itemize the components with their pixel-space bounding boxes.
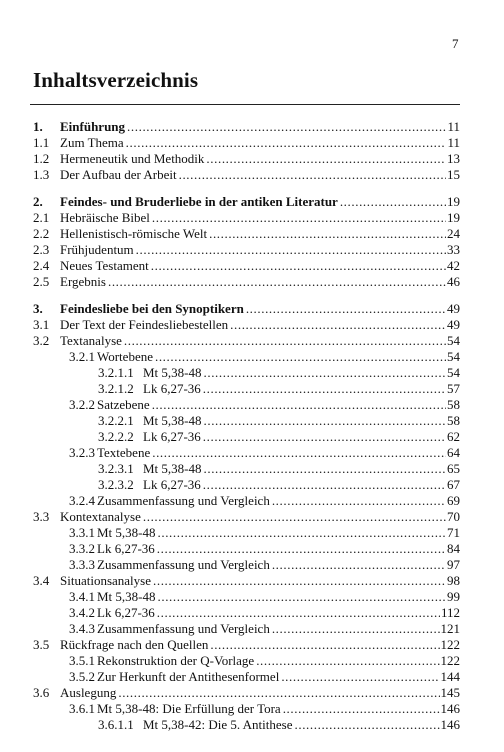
toc-entry-number: 3.5 (33, 637, 50, 652)
toc-entry-number: 3.2.1.2 (98, 381, 134, 396)
toc-entry-number: 2.2 (33, 226, 50, 241)
toc-entry-page: 11 (447, 135, 460, 150)
toc-entry[interactable] (33, 492, 460, 509)
toc-entry[interactable] (33, 193, 460, 210)
toc-entry-page: 97 (447, 557, 460, 572)
toc-entry-page: 98 (447, 573, 460, 588)
toc-entry[interactable] (33, 257, 460, 274)
toc-entry-number: 3.2.1.1 (98, 365, 134, 380)
toc-entry[interactable] (33, 588, 460, 605)
toc-entry-number: 2.4 (33, 258, 50, 273)
toc-entry-number: 3.2.2.1 (98, 413, 134, 428)
toc-entry-number: 1.1 (33, 135, 50, 150)
toc-entry-number: 3.5.1 (69, 653, 95, 668)
toc-entry-title: Zusammenfassung und Vergleich (97, 621, 270, 636)
toc-entry-number: 1. (33, 119, 43, 134)
toc-entry[interactable] (33, 348, 460, 365)
toc-entry-number: 2.1 (33, 210, 50, 225)
toc-entry-title: Feindesliebe bei den Synoptikern (60, 301, 244, 316)
dot-leader (108, 273, 446, 290)
toc-entry-page: 19 (447, 210, 460, 225)
toc-entry-number: 3.5.2 (69, 669, 95, 684)
toc-entry-title: Kontextanalyse (60, 509, 141, 524)
dot-leader (204, 364, 447, 381)
dot-leader (203, 428, 446, 445)
toc-entry-title: Hellenistisch-römische Welt (60, 226, 208, 241)
toc-entry-page: 62 (447, 429, 460, 444)
toc-entry-page: 54 (447, 349, 460, 364)
dot-leader (203, 380, 446, 397)
toc-entry-page: 146 (440, 717, 460, 732)
dot-leader (118, 684, 439, 701)
toc-entry-page: 19 (447, 194, 460, 209)
toc-entry[interactable] (33, 396, 460, 413)
toc-entry-title: Frühjudentum (60, 242, 134, 257)
toc-entry-title: Lk 6,27-36 (97, 605, 155, 620)
toc-entry-number: 3.6.1.1 (98, 717, 134, 732)
dot-leader (127, 118, 446, 135)
toc-entry-number: 2.5 (33, 274, 50, 289)
toc-entry-number: 3.2.3.2 (98, 477, 134, 492)
dot-leader (203, 476, 446, 493)
dot-leader (157, 540, 446, 557)
toc-entry-title: Mt 5,38-48 (97, 525, 156, 540)
toc-entry[interactable] (33, 652, 460, 669)
toc-entry[interactable] (33, 241, 460, 258)
toc-entry-number: 3.2.3.1 (98, 461, 134, 476)
toc-entry-number: 1.3 (33, 167, 50, 182)
toc-entry-page: 57 (447, 381, 460, 396)
toc-entry-title: Textanalyse (60, 333, 122, 348)
toc-entry-number: 1.2 (33, 151, 50, 166)
toc-entry-title: Zum Thema (60, 135, 124, 150)
toc-entry-title: Textebene (97, 445, 151, 460)
toc-entry[interactable] (33, 620, 460, 637)
toc-entry-title: Der Text der Feindesliebestellen (60, 317, 229, 332)
toc-entry-page: 121 (440, 621, 460, 636)
page-title: Inhaltsverzeichnis (33, 68, 199, 92)
toc-entry[interactable] (33, 540, 460, 557)
dot-leader (152, 209, 446, 226)
toc-entry-page: 33 (447, 242, 460, 257)
dot-leader (124, 332, 446, 349)
dot-leader (340, 193, 446, 210)
dot-leader (230, 316, 446, 333)
toc-entry-title: Zur Herkunft der Antithesenformel (97, 669, 280, 684)
toc-entry-number: 3.2.3 (69, 445, 95, 460)
toc-entry-title: Rückfrage nach den Quellen (60, 637, 209, 652)
toc-entry[interactable] (33, 444, 460, 461)
toc-entry-title: Neues Testament (60, 258, 149, 273)
toc-entry-page: 15 (447, 167, 460, 182)
toc-entry-number: 3.4.3 (69, 621, 95, 636)
toc-entry[interactable] (33, 134, 460, 151)
toc-entry-title: Der Aufbau der Arbeit (60, 167, 177, 182)
toc-entry-page: 70 (447, 509, 460, 524)
toc-entry[interactable] (33, 273, 460, 290)
toc-entry[interactable] (33, 716, 460, 733)
toc-entry-title: Mt 5,38-48 (143, 461, 202, 476)
toc-entry[interactable] (33, 508, 460, 525)
toc-entry[interactable] (33, 412, 460, 429)
toc-entry-number: 3.4.2 (69, 605, 95, 620)
toc-entry-page: 58 (447, 397, 460, 412)
toc-entry-number: 2.3 (33, 242, 50, 257)
toc-entry[interactable] (33, 380, 460, 397)
dot-leader (153, 572, 446, 589)
toc-entry-page: 64 (447, 445, 460, 460)
toc-entry-title: Wortebene (97, 349, 153, 364)
toc-entry-page: 122 (440, 653, 460, 668)
toc-entry-page: 11 (447, 119, 460, 134)
toc-entry-number: 3. (33, 301, 43, 316)
toc-entry-number: 3.3 (33, 509, 50, 524)
toc-entry[interactable] (33, 150, 460, 167)
toc-entry-title: Rekonstruktion der Q-Vorlage (97, 653, 255, 668)
toc-entry[interactable] (33, 636, 460, 653)
toc-entry-page: 145 (440, 685, 460, 700)
toc-entry-title: Situationsanalyse (60, 573, 151, 588)
toc-entry-title: Mt 5,38-48 (143, 365, 202, 380)
toc-entry-title: Lk 6,27-36 (97, 541, 155, 556)
toc-entry-title: Lk 6,27-36 (143, 381, 201, 396)
toc-entry-title: Feindes- und Bruderliebe in der antiken Literatur (60, 194, 338, 209)
toc-entry-page: 46 (447, 274, 460, 289)
toc-entry-number: 2. (33, 194, 43, 209)
toc-entry[interactable] (33, 556, 460, 573)
dot-leader (209, 225, 446, 242)
toc-entry-page: 58 (447, 413, 460, 428)
dot-leader (152, 444, 446, 461)
dot-leader (272, 556, 446, 573)
dot-leader (246, 300, 446, 317)
toc-entry-number: 3.6 (33, 685, 50, 700)
toc-entry-number: 3.4.1 (69, 589, 95, 604)
toc-entry-number: 3.2.4 (69, 493, 95, 508)
toc-entry-number: 3.2.2 (69, 397, 95, 412)
dot-leader (283, 700, 440, 717)
toc-entry-page: 84 (447, 541, 460, 556)
toc-entry[interactable] (33, 209, 460, 226)
dot-leader (179, 166, 446, 183)
dot-leader (256, 652, 439, 669)
toc-entry-page: 54 (447, 365, 460, 380)
dot-leader (281, 668, 439, 685)
toc-entry-title: Lk 6,27-36 (143, 477, 201, 492)
toc-entry-number: 3.6.1 (69, 701, 95, 716)
toc-entry[interactable] (33, 476, 460, 493)
dot-leader (206, 150, 446, 167)
toc-entry-page: 146 (440, 701, 460, 716)
toc-entry[interactable] (33, 332, 460, 349)
toc-entry-page: 71 (447, 525, 460, 540)
dot-leader (126, 134, 447, 151)
toc-entry-title: Lk 6,27-36 (143, 429, 201, 444)
toc-entry-page: 49 (447, 317, 460, 332)
dot-leader (204, 460, 447, 477)
toc-entry[interactable] (33, 604, 460, 621)
toc-entry[interactable] (33, 118, 460, 135)
toc-entry[interactable] (33, 364, 460, 381)
dot-leader (152, 396, 446, 413)
toc-entry-page: 112 (440, 605, 460, 620)
dot-leader (295, 716, 440, 733)
dot-leader (155, 348, 446, 365)
dot-leader (157, 604, 440, 621)
toc-entry-page: 13 (447, 151, 460, 166)
toc-entry-title: Zusammenfassung und Vergleich (97, 557, 270, 572)
toc-entry-title: Zusammenfassung und Vergleich (97, 493, 270, 508)
toc-entry[interactable] (33, 300, 460, 317)
dot-leader (272, 620, 440, 637)
toc-entry-title: Mt 5,38-48 (97, 589, 156, 604)
toc-entry-number: 3.2 (33, 333, 50, 348)
toc-entry-number: 3.3.2 (69, 541, 95, 556)
toc-entry[interactable] (33, 225, 460, 242)
toc-entry-page: 69 (447, 493, 460, 508)
toc-entry-number: 3.3.1 (69, 525, 95, 540)
divider (30, 104, 460, 105)
toc-entry-title: Mt 5,38-42: Die 5. Antithese (143, 717, 293, 732)
toc-entry-page: 67 (447, 477, 460, 492)
toc-entry-page: 24 (447, 226, 460, 241)
toc-entry-title: Mt 5,38-48 (143, 413, 202, 428)
toc-entry-page: 65 (447, 461, 460, 476)
toc-entry-number: 3.3.3 (69, 557, 95, 572)
toc-entry[interactable] (33, 428, 460, 445)
toc-entry-page: 42 (447, 258, 460, 273)
toc-entry-number: 3.1 (33, 317, 50, 332)
toc-entry[interactable] (33, 524, 460, 541)
dot-leader (158, 588, 447, 605)
toc-entry[interactable] (33, 572, 460, 589)
toc-entry-title: Auslegung (60, 685, 117, 700)
dot-leader (272, 492, 446, 509)
toc-entry-title: Mt 5,38-48: Die Erfüllung der Tora (97, 701, 281, 716)
toc-entry-number: 3.4 (33, 573, 50, 588)
toc-entry-page: 99 (447, 589, 460, 604)
dot-leader (158, 524, 447, 541)
toc-entry-title: Ergebnis (60, 274, 106, 289)
toc-entry-title: Hermeneutik und Methodik (60, 151, 205, 166)
toc-entry-number: 3.2.2.2 (98, 429, 134, 444)
toc-entry-page: 49 (447, 301, 460, 316)
dot-leader (210, 636, 439, 653)
toc-entry-number: 3.2.1 (69, 349, 95, 364)
page-number: 7 (452, 36, 459, 51)
toc-entry[interactable] (33, 700, 460, 717)
dot-leader (143, 508, 446, 525)
toc-entry-title: Einführung (60, 119, 126, 134)
dot-leader (136, 241, 446, 258)
toc-entry-title: Satzebene (97, 397, 150, 412)
dot-leader (151, 257, 446, 274)
toc-entry-page: 122 (440, 637, 460, 652)
toc-entry[interactable] (33, 316, 460, 333)
toc-entry[interactable] (33, 668, 460, 685)
toc-entry[interactable] (33, 460, 460, 477)
toc-entry-page: 54 (447, 333, 460, 348)
toc-entry[interactable] (33, 684, 460, 701)
toc-entry-page: 144 (440, 669, 460, 684)
dot-leader (204, 412, 447, 429)
toc-entry[interactable] (33, 166, 460, 183)
toc-entry-title: Hebräische Bibel (60, 210, 150, 225)
